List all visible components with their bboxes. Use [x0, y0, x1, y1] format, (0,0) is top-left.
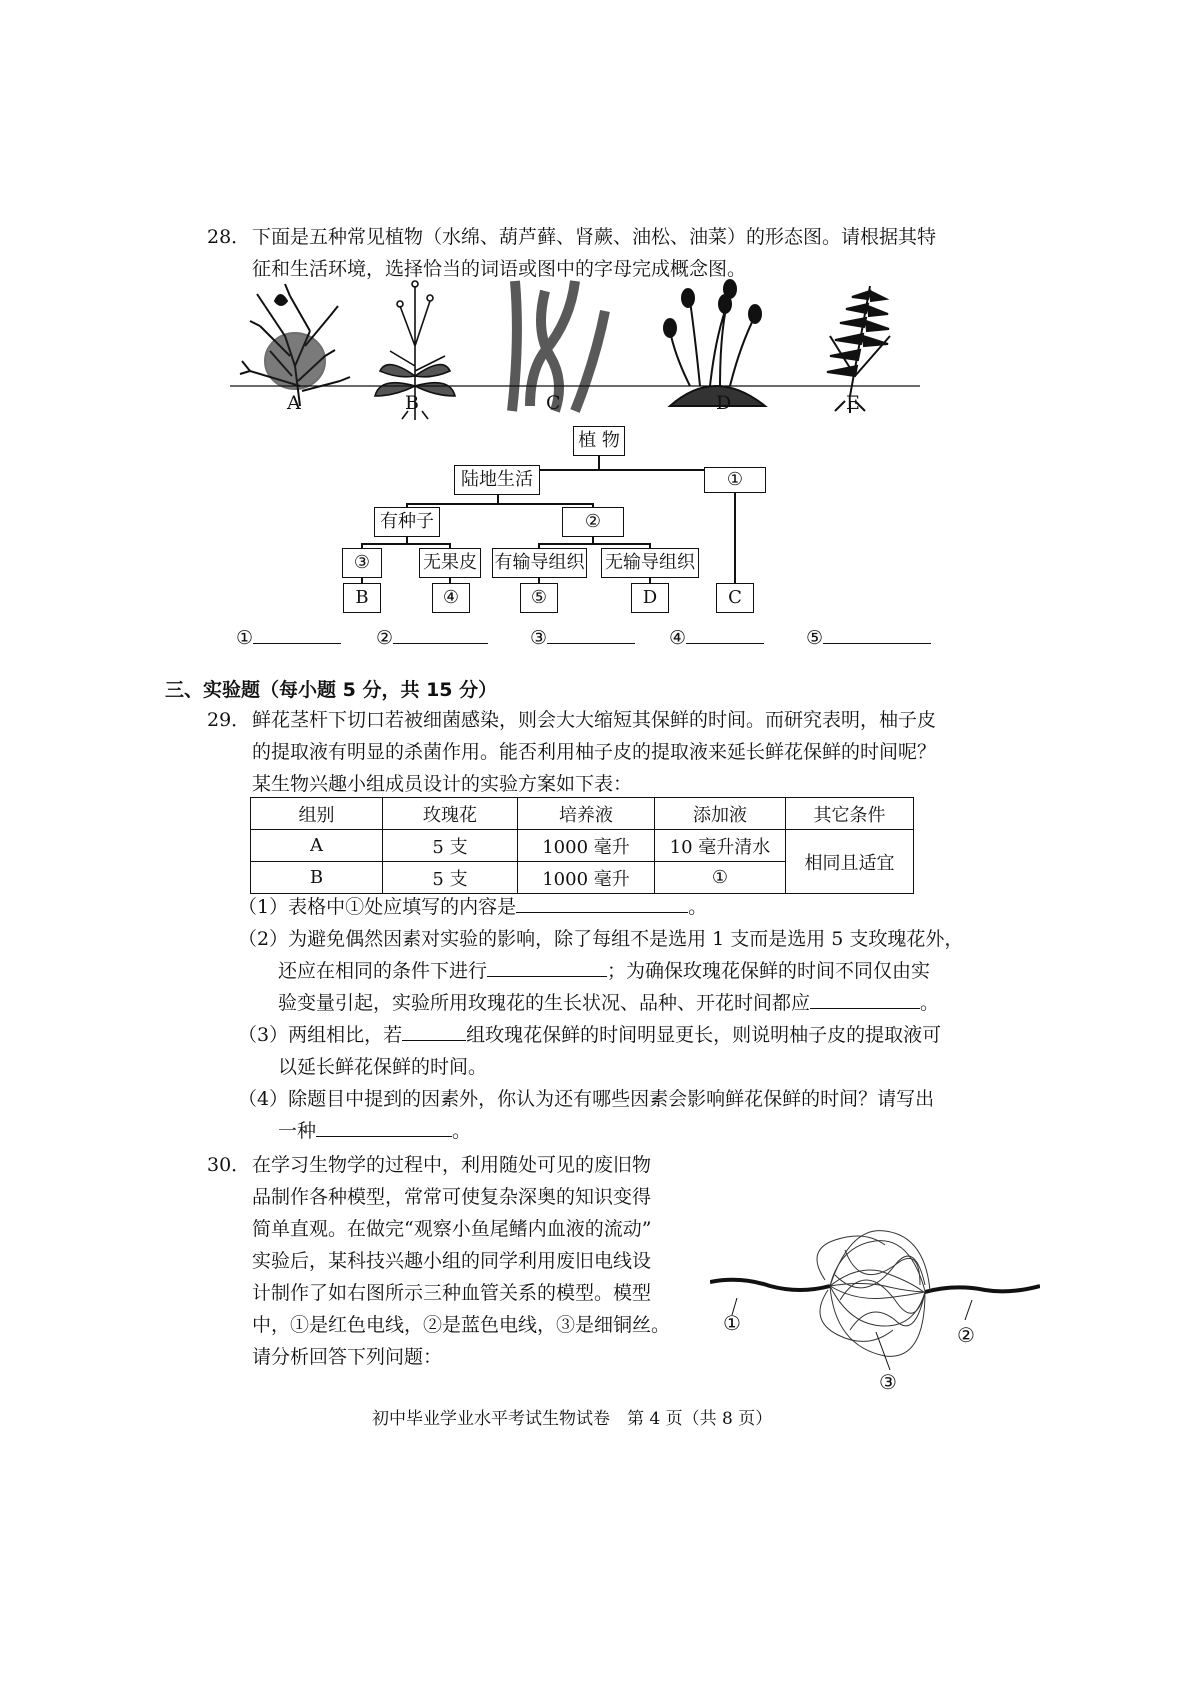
map-blank-4: ④	[432, 583, 470, 613]
map-land-living: 陆地生活	[454, 465, 540, 495]
answer-blank-3[interactable]: ③	[530, 623, 635, 653]
map-blank-1: ①	[704, 467, 766, 493]
map-blank-5: ⑤	[520, 583, 558, 613]
answer-blank-2[interactable]: ②	[376, 623, 488, 653]
q29-sub2-line2: 还应在相同的条件下进行 ；为确保玫瑰花保鲜的时间不同仅由实	[278, 956, 930, 986]
plant-label-a: A	[287, 392, 301, 414]
moss-plant-icon	[664, 280, 765, 406]
pine-plant-icon	[240, 284, 350, 406]
map-leaf-c: C	[716, 583, 754, 613]
table-cell-merged: 相同且适宜	[786, 830, 914, 894]
q28-line1: 下面是五种常见植物（水绵、葫芦藓、肾蕨、油松、油菜）的形态图。请根据其特	[252, 226, 937, 248]
q29-sub4-line1: （4）除题目中提到的因素外，你认为还有哪些因素会影响鲜花保鲜的时间？请写出	[238, 1088, 935, 1110]
q30-line5: 计制作了如右图所示三种血管关系的模型。模型	[252, 1282, 652, 1304]
map-blank-2: ②	[562, 507, 624, 537]
q29-sub2-line1: （2）为避免偶然因素对实验的影响，除了每组不是选用 1 支而是选用 5 支玫瑰花外，	[238, 928, 964, 950]
q29-sub2-blank-a[interactable]	[487, 956, 607, 977]
answer-blank-4[interactable]: ④	[669, 623, 764, 653]
q30-line4: 实验后，某科技兴趣小组的同学利用废旧电线设	[252, 1250, 652, 1272]
q29-sub3-line1: （3）两组相比，若 组玫瑰花保鲜的时间明显更长，则说明柚子皮的提取液可	[238, 1020, 941, 1050]
q29-sub2-blank-b[interactable]	[810, 988, 920, 1009]
map-vascular: 有输导组织	[492, 548, 587, 578]
table-cell: B	[251, 862, 383, 894]
map-blank-3: ③	[342, 548, 382, 578]
q30-line1: 在学习生物学的过程中，利用随处可见的废旧物	[252, 1154, 652, 1176]
table-cell: 5 支	[383, 830, 518, 862]
fig-label-1: ①	[723, 1311, 741, 1335]
table-header: 玫瑰花	[383, 798, 518, 830]
table-cell: ①	[655, 862, 786, 894]
q30-line3: 简单直观。在做完“观察小鱼尾鳍内血液的流动”	[252, 1218, 652, 1240]
table-header: 添加液	[655, 798, 786, 830]
table-header-row	[251, 798, 914, 830]
q29-line3: 某生物兴趣小组成员设计的实验方案如下表：	[252, 773, 633, 795]
q29-line1: 鲜花茎杆下切口若被细菌感染，则会大大缩短其保鲜的时间。而研究表明，柚子皮	[252, 709, 937, 731]
q30-line7: 请分析回答下列问题：	[252, 1346, 443, 1368]
q29-sub1: （1）表格中①处应填写的内容是 。	[238, 892, 707, 922]
table-cell: 5 支	[383, 862, 518, 894]
plant-illustrations	[230, 276, 1010, 421]
q28-line2: 征和生活环境，选择恰当的词语或图中的字母完成概念图。	[252, 258, 747, 280]
q29-sub2-line3: 验变量引起，实验所用玫瑰花的生长状况、品种、开花时间都应 。	[278, 988, 939, 1018]
page-footer: 初中毕业学业水平考试生物试卷 第 4 页（共 8 页）	[372, 1409, 773, 1429]
q30-line2: 品制作各种模型，常常可使复杂深奥的知识变得	[252, 1186, 652, 1208]
map-has-seeds: 有种子	[374, 507, 440, 537]
q29-sub1-blank[interactable]	[516, 892, 688, 913]
answer-blank-5[interactable]: ⑤	[806, 623, 931, 653]
table-row	[251, 830, 914, 862]
table-cell: 10 毫升清水	[655, 830, 786, 862]
experiment-table	[250, 797, 914, 894]
plant-label-e: E	[846, 392, 860, 414]
plant-label-d: D	[716, 392, 732, 414]
q30-line6: 中，①是红色电线，②是蓝色电线，③是细铜丝。	[252, 1314, 671, 1336]
q29-sub3-blank[interactable]	[402, 1020, 466, 1041]
table-cell: A	[251, 830, 383, 862]
plant-label-b: B	[405, 392, 419, 414]
map-root-plants: 植 物	[573, 426, 625, 456]
map-leaf-d: D	[631, 583, 669, 613]
section-3-title: 三、实验题（每小题 5 分，共 15 分）	[165, 679, 498, 701]
q29-number: 29．	[207, 709, 251, 731]
map-no-pericarp: 无果皮	[419, 548, 481, 578]
plant-label-c: C	[546, 392, 561, 414]
answer-blank-1[interactable]: ①	[236, 623, 341, 653]
table-cell: 1000 毫升	[518, 862, 655, 894]
table-header: 组别	[251, 798, 383, 830]
map-leaf-b: B	[343, 583, 381, 613]
table-header: 其它条件	[786, 798, 914, 830]
q29-sub4-blank[interactable]	[316, 1116, 452, 1137]
q29-line2: 的提取液有明显的杀菌作用。能否利用柚子皮的提取液来延长鲜花保鲜的时间呢？	[252, 741, 937, 763]
table-cell: 1000 毫升	[518, 830, 655, 862]
blood-vessel-model-figure	[710, 1220, 1040, 1400]
q29-sub4-line2: 一种 。	[278, 1116, 471, 1146]
q28-number: 28．	[207, 226, 251, 248]
q30-number: 30．	[207, 1154, 251, 1176]
fig-label-3: ③	[879, 1370, 897, 1394]
map-no-vascular: 无输导组织	[601, 548, 699, 578]
fig-label-2: ②	[957, 1323, 975, 1347]
table-header: 培养液	[518, 798, 655, 830]
q29-sub3-line2: 以延长鲜花保鲜的时间。	[278, 1056, 488, 1078]
